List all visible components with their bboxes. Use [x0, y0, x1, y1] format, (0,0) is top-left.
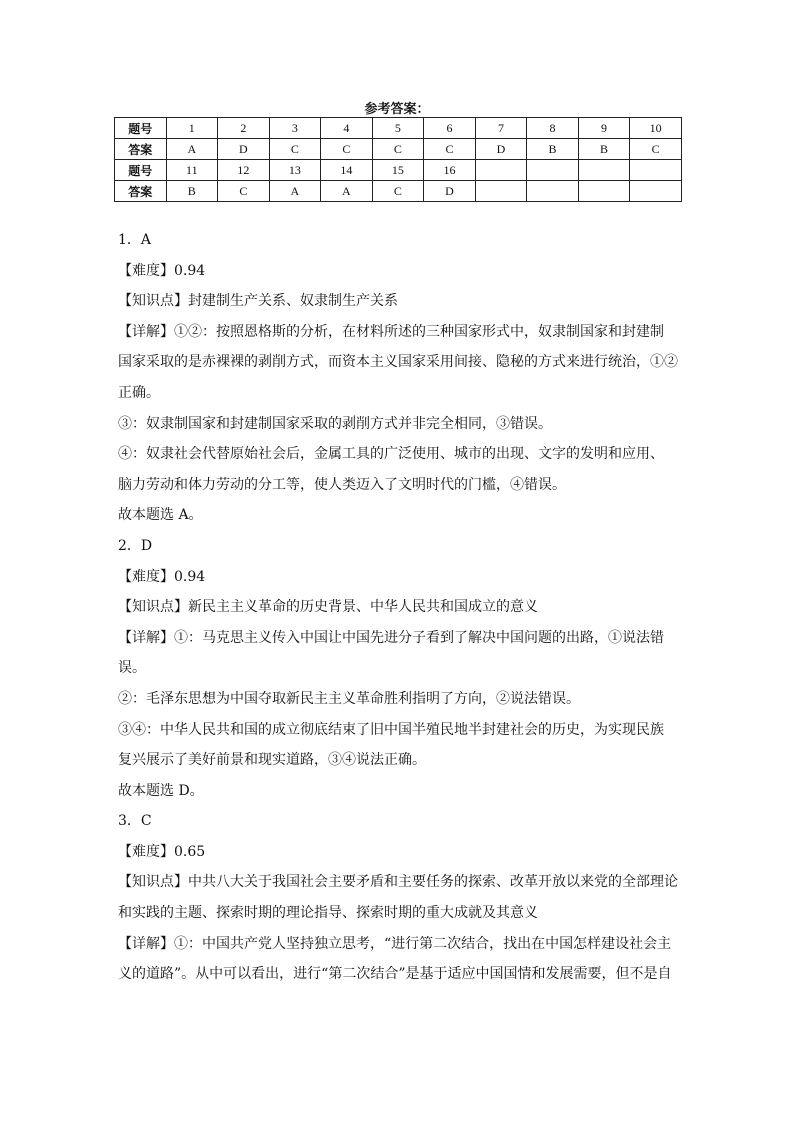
text-line: 正确。 — [118, 384, 160, 401]
table-cell: C — [321, 139, 373, 160]
table-row — [115, 181, 682, 202]
table-row — [115, 118, 682, 139]
table-cell: 2 — [218, 118, 270, 139]
table-cell — [475, 181, 527, 202]
text-line: 【知识点】封建制生产关系、奴隶制生产关系 — [118, 293, 398, 310]
table-cell: B — [166, 181, 218, 202]
table-cell: C — [372, 139, 424, 160]
table-cell: A — [269, 181, 321, 202]
text-line: 3．C — [118, 813, 152, 830]
table-row — [115, 139, 682, 160]
table-cell: 9 — [578, 118, 630, 139]
table-cell: 13 — [269, 160, 321, 181]
table-cell: 10 — [630, 118, 682, 139]
table-cell: 1 — [166, 118, 218, 139]
explanation-content — [118, 225, 678, 990]
text-line: 误。 — [118, 660, 146, 677]
table-cell — [475, 160, 527, 181]
table-cell: C — [269, 139, 321, 160]
text-line: ③④：中华人民共和国的成立彻底结束了旧中国半殖民地半封建社会的历史，为实现民族 — [118, 721, 664, 738]
table-cell — [527, 181, 579, 202]
table-cell: A — [166, 139, 218, 160]
text-line: 【知识点】中共八大关于我国社会主要矛盾和主要任务的探索、改革开放以来党的全部理论 — [118, 874, 678, 891]
table-cell: C — [218, 181, 270, 202]
text-line: 脑力劳动和体力劳动的分工等，使人类迈入了文明时代的门槛，④错误。 — [118, 476, 566, 493]
text-line: ④：奴隶社会代替原始社会后，金属工具的广泛使用、城市的出现、文字的发明和应用、 — [118, 446, 664, 463]
table-cell — [630, 160, 682, 181]
table-cell: C — [630, 139, 682, 160]
answer-key-title: 参考答案： — [364, 102, 430, 117]
table-cell — [527, 160, 579, 181]
table-cell — [630, 181, 682, 202]
text-line: 【详解】①②：按照恩格斯的分析，在材料所述的三种国家形式中，奴隶制国家和封建制 — [118, 323, 664, 340]
table-cell: 15 — [372, 160, 424, 181]
table-cell: 12 — [218, 160, 270, 181]
text-line: 和实践的主题、探索时期的理论指导、探索时期的重大成就及其意义 — [118, 905, 538, 922]
table-cell: 7 — [475, 118, 527, 139]
text-line: 【详解】①：中国共产党人坚持独立思考，“进行第二次结合，找出在中国怎样建设社会主 — [118, 935, 672, 952]
text-line: 【详解】①：马克思主义传入中国让中国先进分子看到了解决中国问题的出路，①说法错 — [118, 629, 664, 646]
text-line: 故本题选 A。 — [118, 507, 203, 524]
text-line: 故本题选 D。 — [118, 782, 204, 799]
row-header-cell: 题号 — [115, 118, 167, 139]
table-cell — [578, 160, 630, 181]
table-cell: 5 — [372, 118, 424, 139]
table-cell: A — [321, 181, 373, 202]
text-line: ②：毛泽东思想为中国夺取新民主主义革命胜利指明了方向，②说法错误。 — [118, 690, 580, 707]
text-line: 【难度】0.65 — [118, 843, 206, 860]
row-header-cell: 题号 — [115, 160, 167, 181]
text-line: 2．D — [118, 537, 153, 554]
table-cell: D — [475, 139, 527, 160]
text-line: ③：奴隶制国家和封建制国家采取的剥削方式并非完全相同，③错误。 — [118, 415, 552, 432]
text-line: 复兴展示了美好前景和现实道路，③④说法正确。 — [118, 752, 426, 769]
table-cell: 16 — [424, 160, 476, 181]
text-line: 义的道路”。从中可以看出，进行“第二次结合”是基于适应中国国情和发展需要，但不是自 — [118, 966, 672, 983]
table-cell: B — [578, 139, 630, 160]
table-cell: 6 — [424, 118, 476, 139]
text-line: 【知识点】新民主主义革命的历史背景、中华人民共和国成立的意义 — [118, 599, 538, 616]
table-cell: 3 — [269, 118, 321, 139]
table-row — [115, 160, 682, 181]
table-cell: D — [218, 139, 270, 160]
table-cell: C — [372, 181, 424, 202]
text-line: 【难度】0.94 — [118, 262, 206, 279]
table-cell: B — [527, 139, 579, 160]
table-cell: C — [424, 139, 476, 160]
table-cell — [578, 181, 630, 202]
text-line: 【难度】0.94 — [118, 568, 206, 585]
text-line: 国家采取的是赤裸裸的剥削方式，而资本主义国家采用间接、隐秘的方式来进行统治，①② — [118, 354, 678, 371]
text-line: 1．A — [118, 232, 152, 248]
row-header-cell: 答案 — [115, 181, 167, 202]
table-cell: 4 — [321, 118, 373, 139]
answer-table — [114, 117, 682, 202]
row-header-cell: 答案 — [115, 139, 167, 160]
table-cell: D — [424, 181, 476, 202]
table-cell: 8 — [527, 118, 579, 139]
table-cell: 14 — [321, 160, 373, 181]
table-cell: 11 — [166, 160, 218, 181]
